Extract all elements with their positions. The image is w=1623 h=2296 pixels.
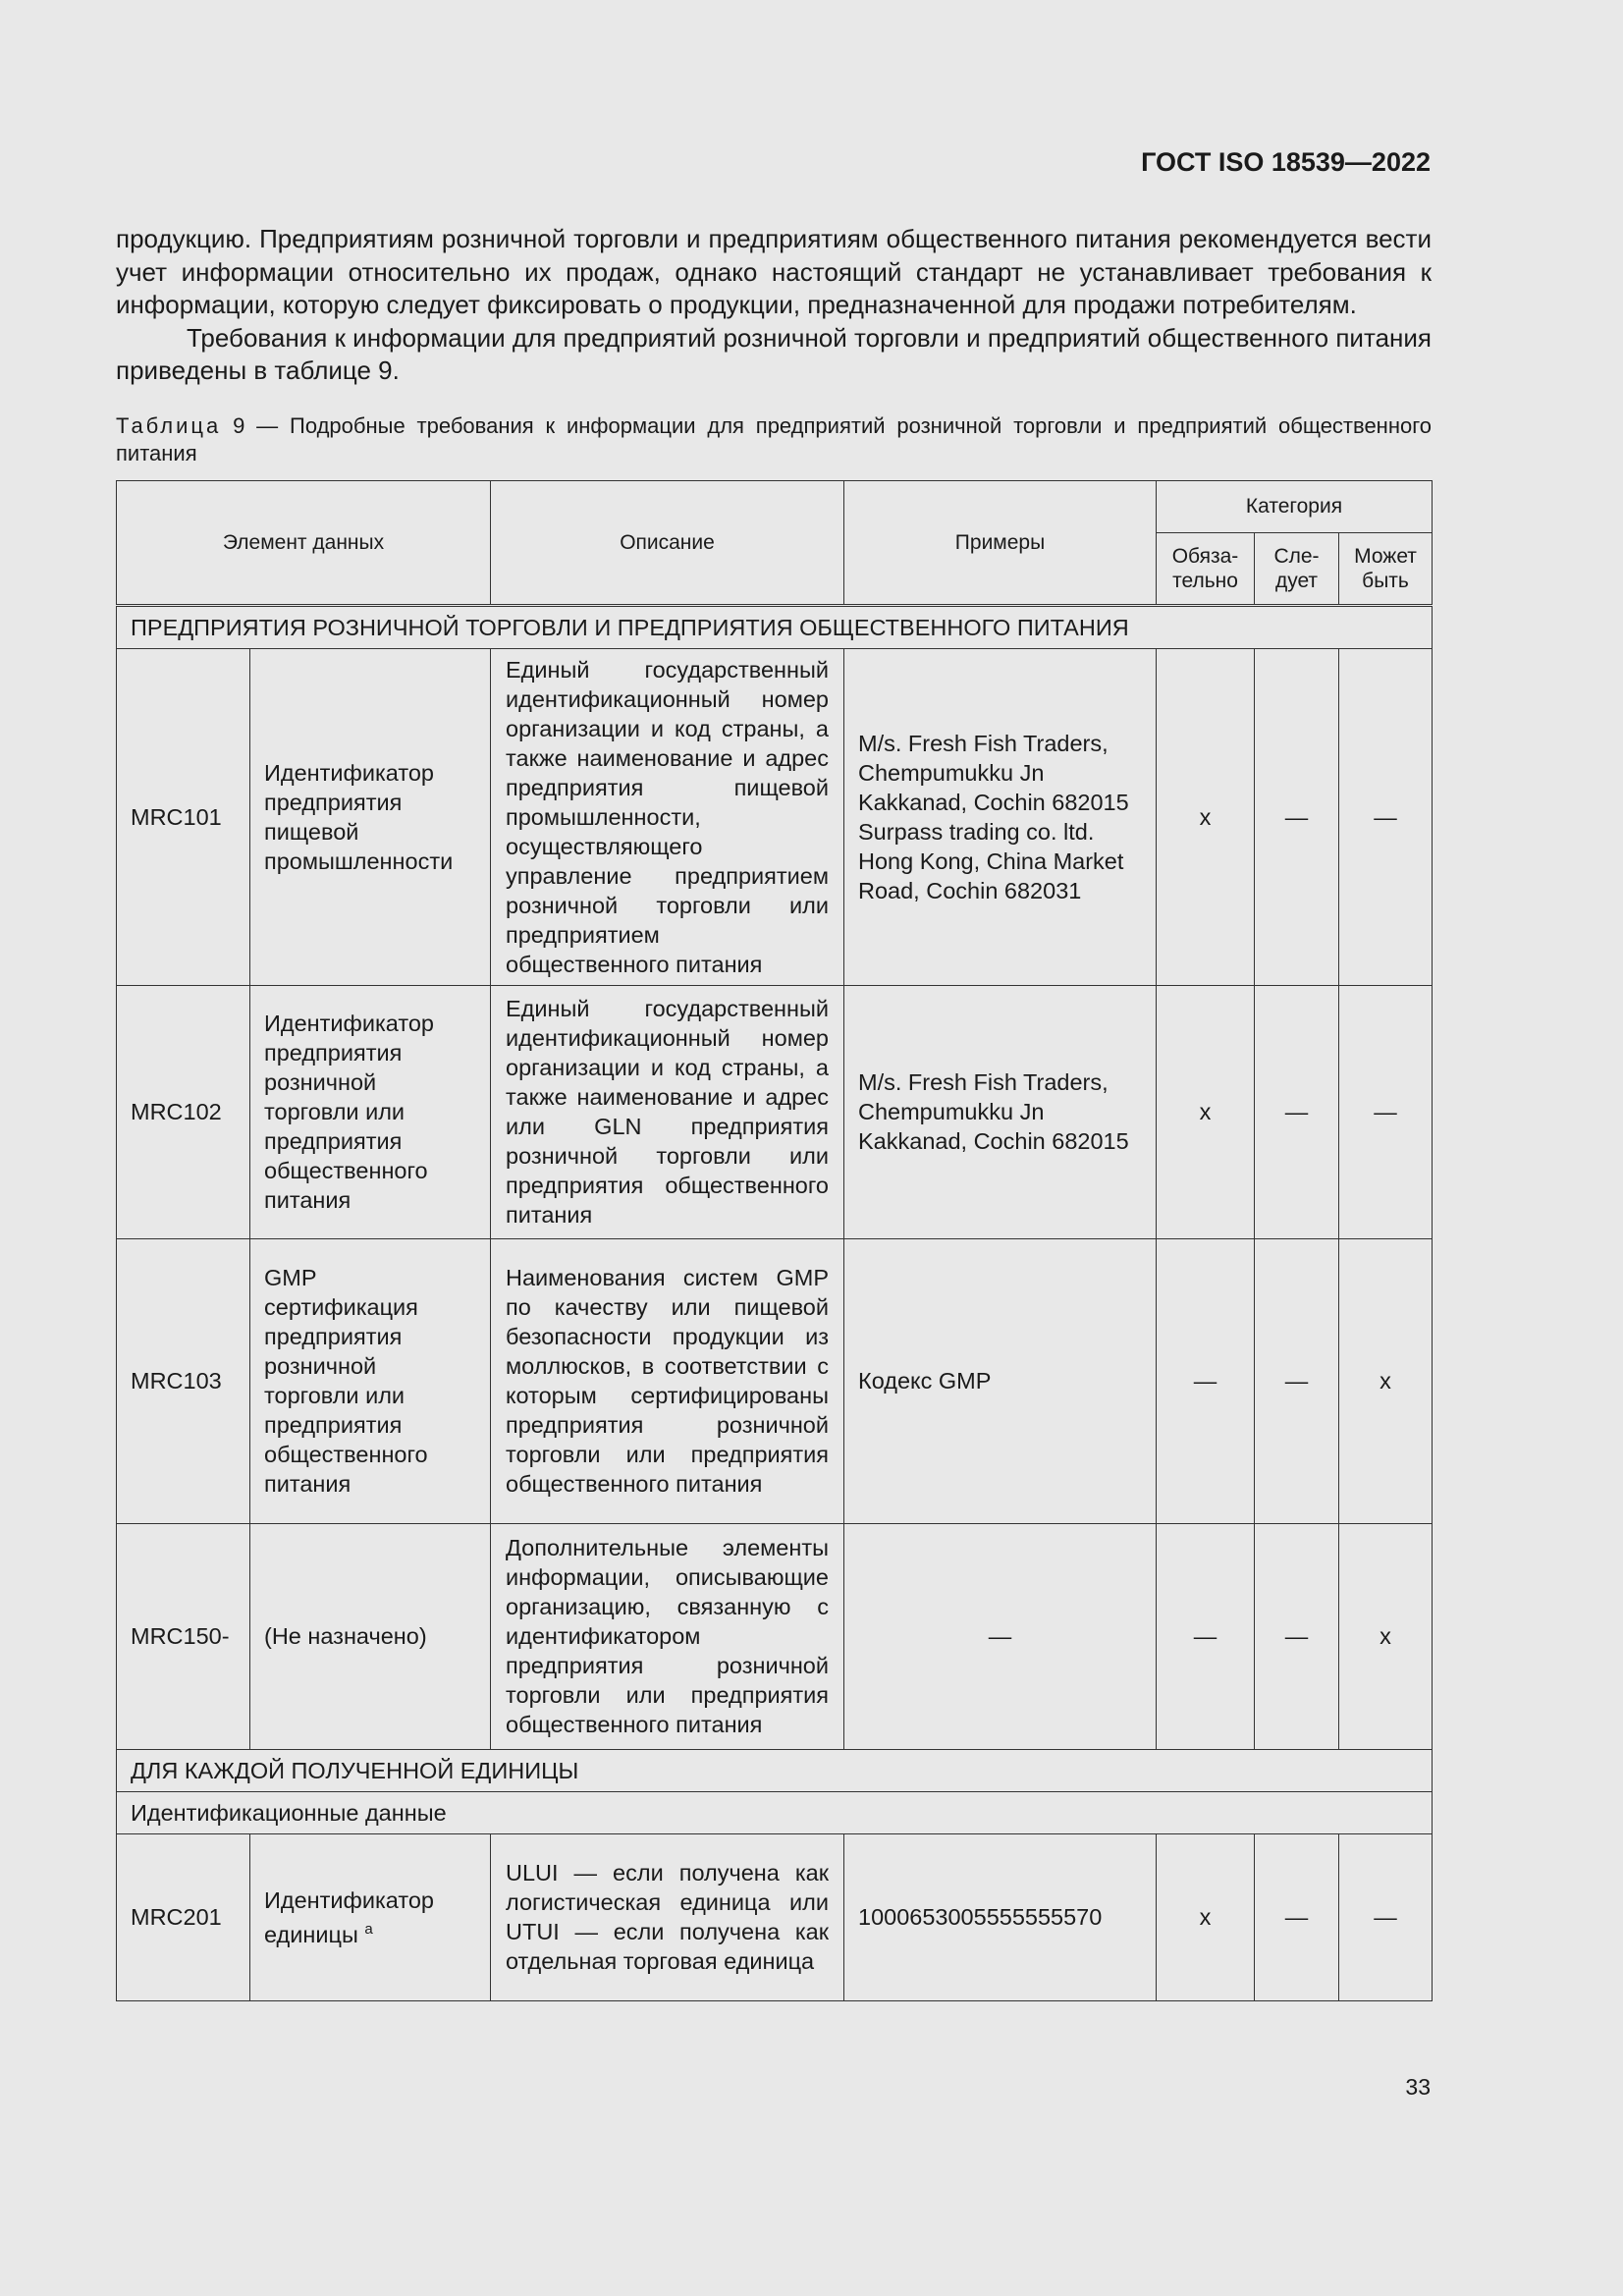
row-description: Единый государственный идентификационный номер организации и код страны, а также наименование и адрес или GLN предприятия розничной торговли или предприятия общественного питания xyxy=(491,985,844,1238)
table-row xyxy=(117,648,1433,985)
row-name: GMP сертификация предприятия розничной торговли или предприятия общественного питания xyxy=(250,1238,491,1523)
intro-paragraph-2: Требования к информации для предприятий розничной торговли и предприятий общественного питания приведены в таблице 9. xyxy=(116,322,1432,385)
row-mandatory: — xyxy=(1157,1523,1255,1749)
row-examples: M/s. Fresh Fish Traders, Chempumukku Jn Kakkanad, Cochin 682015 Surpass trading co. ltd. Hong Kong, China Market Road, Cochin 682031 xyxy=(844,648,1157,985)
row-should: — xyxy=(1255,648,1339,985)
table-caption-text: 9 — Подробные требования к информации для предприятий розничной торговли и предприятий общественного питания xyxy=(116,412,1432,465)
requirements-table xyxy=(116,480,1433,2001)
row-description: Единый государственный идентификационный номер организации и код страны, а также наименование и адрес предприятия пищевой промышленности, осуществляющего управление предприятием розничной торговли или предприятием общественного питания xyxy=(491,648,844,985)
header-description: Описание xyxy=(491,480,844,605)
footnote-marker: a xyxy=(364,1920,373,1938)
row-code: MRC103 xyxy=(117,1238,250,1523)
row-name xyxy=(250,1833,491,2000)
row-examples: 1000653005555555570 xyxy=(844,1833,1157,2000)
row-code: MRC150- xyxy=(117,1523,250,1749)
row-should: — xyxy=(1255,1833,1339,2000)
table-row xyxy=(117,1833,1433,2000)
row-name-text: Идентификатор единицы xyxy=(264,1886,434,1947)
section-title-units: ДЛЯ КАЖДОЙ ПОЛУЧЕННОЙ ЕДИНИЦЫ xyxy=(117,1749,1433,1791)
row-name: Идентификатор предприятия пищевой промышленности xyxy=(250,648,491,985)
row-description: Дополнительные элементы информации, описывающие организацию, связанную с идентификатором предприятия розничной торговли или предприятия общественного питания xyxy=(491,1523,844,1749)
row-may: x xyxy=(1339,1523,1433,1749)
row-mandatory: — xyxy=(1157,1238,1255,1523)
table-row xyxy=(117,1523,1433,1749)
row-examples: M/s. Fresh Fish Traders, Chempumukku Jn Kakkanad, Cochin 682015 xyxy=(844,985,1157,1238)
header-examples: Примеры xyxy=(844,480,1157,605)
row-mandatory: x xyxy=(1157,648,1255,985)
row-name: Идентификатор предприятия розничной торговли или предприятия общественного питания xyxy=(250,985,491,1238)
row-should: — xyxy=(1255,1523,1339,1749)
row-may: — xyxy=(1339,1833,1433,2000)
subsection-row xyxy=(117,1791,1433,1833)
row-should: — xyxy=(1255,985,1339,1238)
header-category: Категория xyxy=(1157,480,1433,532)
page-content xyxy=(116,223,1432,2001)
row-may: — xyxy=(1339,985,1433,1238)
row-examples: Кодекс GMP xyxy=(844,1238,1157,1523)
intro-paragraph-1: продукцию. Предприятиям розничной торговли и предприятиям общественного питания рекомендуется вести учет информации относительно их продаж, однако настоящий стандарт не устанавливает требования к информации, которую следует фиксировать о продукции, предназначенной для продажи потребителям. xyxy=(116,224,1432,319)
section-row xyxy=(117,605,1433,648)
row-code: MRC201 xyxy=(117,1833,250,2000)
row-mandatory: x xyxy=(1157,1833,1255,2000)
header-may: Может быть xyxy=(1339,532,1433,605)
table-row xyxy=(117,1238,1433,1523)
document-header: ГОСТ ISO 18539—2022 xyxy=(1141,147,1431,177)
table-caption-label: Таблица xyxy=(116,412,222,438)
header-mandatory: Обяза- тельно xyxy=(1157,532,1255,605)
row-may: x xyxy=(1339,1238,1433,1523)
row-code: MRC102 xyxy=(117,985,250,1238)
section-row xyxy=(117,1749,1433,1791)
header-should: Сле- дует xyxy=(1255,532,1339,605)
row-examples: — xyxy=(844,1523,1157,1749)
table-caption xyxy=(116,412,1432,467)
row-description: Наименования систем GMP по качеству или пищевой безопасности продукции из моллюсков, в соответствии с которым сертифицированы предприятия розничной торговли или предприятия общественного питания xyxy=(491,1238,844,1523)
row-should: — xyxy=(1255,1238,1339,1523)
header-element: Элемент данных xyxy=(117,480,491,605)
row-description: ULUI — если получена как логистическая единица или UTUI — если получена как отдельная торговая единица xyxy=(491,1833,844,2000)
section-title-retail: ПРЕДПРИЯТИЯ РОЗНИЧНОЙ ТОРГОВЛИ И ПРЕДПРИЯТИЯ ОБЩЕСТВЕННОГО ПИТАНИЯ xyxy=(117,605,1433,648)
row-mandatory: x xyxy=(1157,985,1255,1238)
page-number: 33 xyxy=(1405,2074,1431,2100)
row-name: (Не назначено) xyxy=(250,1523,491,1749)
subsection-title: Идентификационные данные xyxy=(117,1791,1433,1833)
row-code: MRC101 xyxy=(117,648,250,985)
row-may: — xyxy=(1339,648,1433,985)
table-row xyxy=(117,985,1433,1238)
